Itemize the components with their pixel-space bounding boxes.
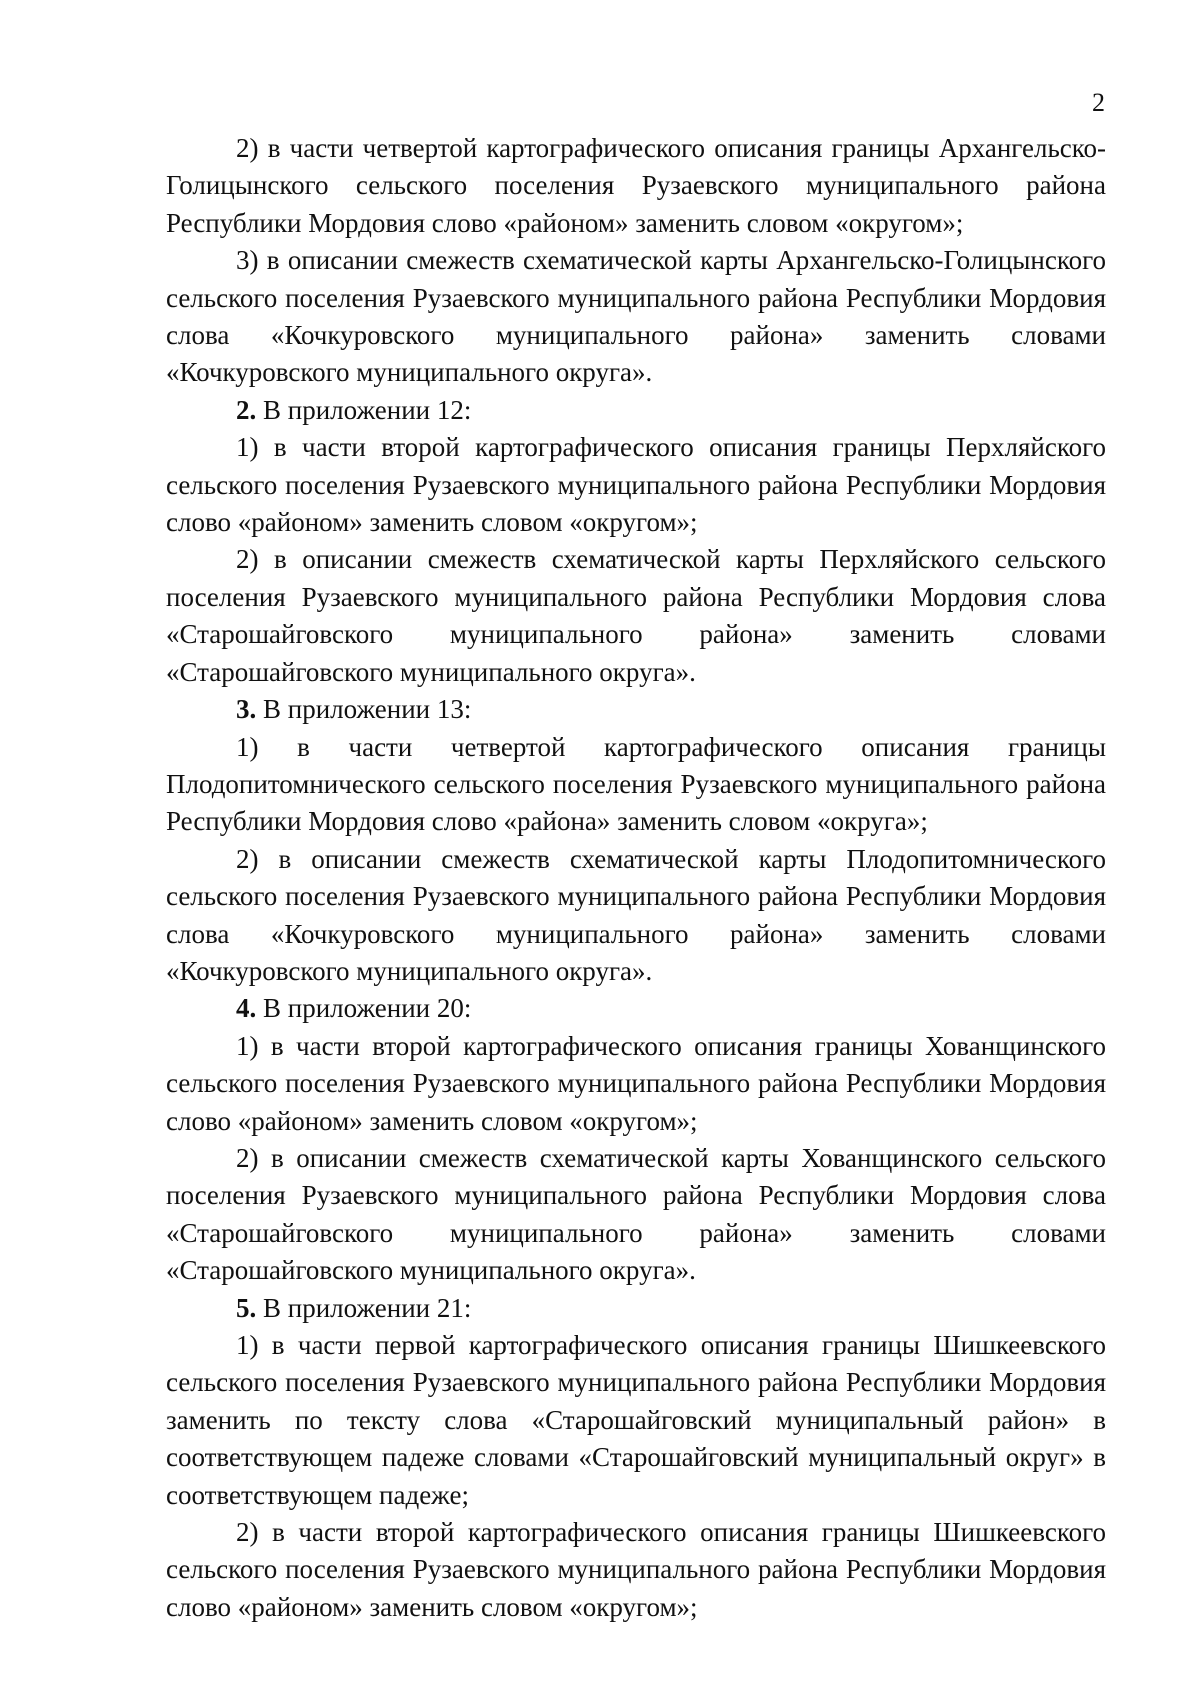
paragraph-text: 1) в части четвертой картографического описания границы Плодопитомнического сельского поселения Рузаевского муниципального района Республики Мордовия слово «района» заменить словом «округа»; [166,731,1106,837]
section-number: 2. [236,394,257,425]
paragraph-item [166,729,1106,841]
paragraph-item [166,1028,1106,1140]
paragraph-item [166,429,1106,541]
paragraph-text: 1) в части второй картографического описания границы Перхляйского сельского поселения Рузаевского муниципального района Республики Мордовия слово «районом» заменить словом «округом»; [166,432,1106,538]
paragraph-text: 2) в описании смежеств схематической карты Перхляйского сельского поселения Рузаевского муниципального района Республики Мордовия слова «Старошайговского муниципального района» заменить словами «Старошайговского муниципального округа». [166,544,1106,687]
paragraph-text: 2) в описании смежеств схематической карты Хованщинского сельского поселения Рузаевского муниципального района Республики Мордовия слова «Старошайговского муниципального района» заменить словами «Старошайговского муниципального округа». [166,1142,1106,1286]
paragraph-item [166,130,1106,242]
section-heading-text: В приложении 20: [256,993,472,1024]
paragraph-text: 2) в части четвертой картографического описания границы Архангельско-Голицынского сельского поселения Рузаевского муниципального района Республики Мордовия слово «районом» заменить словом «округом»; [166,133,1106,238]
section-heading-text: В приложении 21: [256,1292,472,1323]
paragraph-text: 1) в части первой картографического описания границы Шишкеевского сельского поселения Рузаевского муниципального района Республики Мордовия заменить по тексту слова «Старошайговский муниципальный район» в соответствующем падеже словами «Старошайговский муниципальный округ» в соответствующем падеже; [166,1330,1106,1510]
document-body [166,130,1106,1626]
section-heading [166,691,1106,728]
paragraph-text: 3) в описании смежеств схематической карты Архангельско-Голицынского сельского поселения Рузаевского муниципального района Республики Мордовия слова «Кочкуровского муниципального района» заменить словами «Кочкуровского муниципального округа». [166,245,1106,388]
paragraph-text: 1) в части второй картографического описания границы Хованщинского сельского поселения Рузаевского муниципального района Республики Мордовия слово «районом» заменить словом «округом»; [166,1030,1106,1136]
section-number: 4. [236,993,257,1024]
paragraph-item [166,541,1106,691]
section-number: 3. [236,694,257,725]
page-number: 2 [1092,88,1105,117]
section-number: 5. [236,1292,257,1323]
section-heading-text: В приложении 13: [256,694,472,725]
paragraph-item [166,1514,1106,1626]
paragraph-item [166,841,1106,991]
paragraph-item [166,242,1106,392]
section-heading [166,990,1106,1027]
section-heading [166,392,1106,429]
paragraph-item [166,1140,1106,1290]
paragraph-text: 2) в описании смежеств схематической карты Плодопитомнического сельского поселения Рузаевского муниципального района Республики Мордовия слова «Кочкуровского муниципального района» заменить словами «Кочкуровского муниципального округа». [166,843,1106,986]
section-heading [166,1290,1106,1327]
paragraph-item [166,1327,1106,1514]
paragraph-text: 2) в части второй картографического описания границы Шишкеевского сельского поселения Рузаевского муниципального района Республики Мордовия слово «районом» заменить словом «округом»; [166,1517,1106,1622]
section-heading-text: В приложении 12: [256,394,472,425]
